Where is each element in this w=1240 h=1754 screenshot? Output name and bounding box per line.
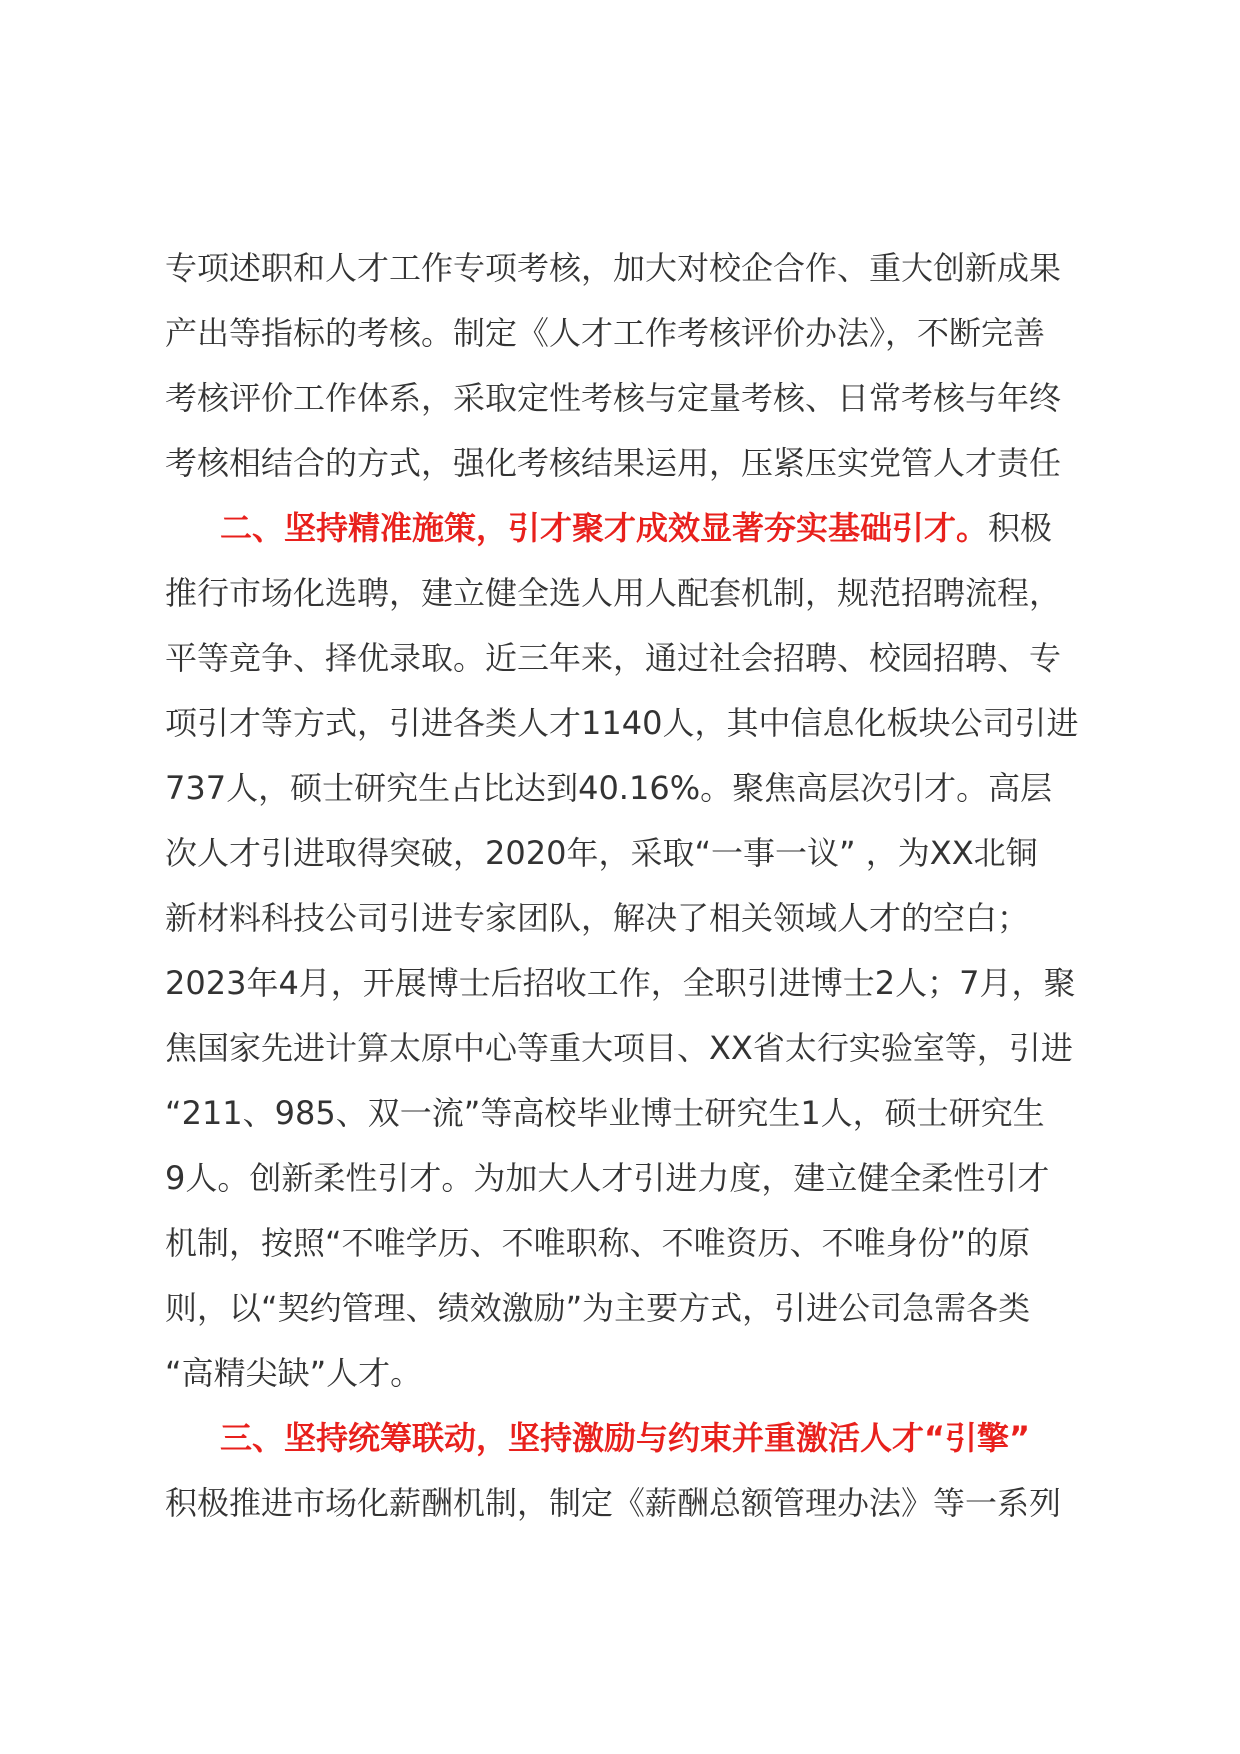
- body-line: 积极推进市场化薪酬机制，制定《薪酬总额管理办法》等一系列: [165, 1484, 1062, 1522]
- body-line: 项引才等方式，引进各类人才1140人，其中信息化板块公司引进: [165, 704, 1079, 742]
- body-line: 焦国家先进计算太原中心等重大项目、XX省太行实验室等，引进: [165, 1029, 1073, 1067]
- body-line: “211、985、双一流”等高校毕业博士研究生1人，硕士研究生: [165, 1094, 1045, 1132]
- body-line: 则，以“契约管理、绩效激励”为主要方式，引进公司急需各类: [165, 1289, 1031, 1327]
- body-line: 737人，硕士研究生占比达到40.16%。聚焦高层次引才。高层: [165, 769, 1053, 807]
- body-line: 考核相结合的方式，强化考核结果运用，压紧压实党管人才责任: [165, 444, 1062, 482]
- body-line: 9人。创新柔性引才。为加大人才引进力度，建立健全柔性引才: [165, 1159, 1050, 1197]
- document-body: [165, 236, 1120, 1536]
- body-line: 专项述职和人才工作专项考核，加大对校企合作、重大创新成果: [165, 249, 1062, 287]
- body-line: 平等竞争、择优录取。近三年来，通过社会招聘、校园招聘、专: [165, 639, 1062, 677]
- body-line: 新材料科技公司引进专家团队，解决了相关领域人才的空白；: [165, 899, 1030, 937]
- section-3-heading: 三、坚持统筹联动，坚持激励与约束并重激活人才“引擎”: [220, 1419, 1031, 1457]
- section-2-heading: 二、坚持精准施策，引才聚才成效显著夯实基础引才。: [220, 509, 989, 547]
- body-line: 机制，按照“不唯学历、不唯职称、不唯资历、不唯身份”的原: [165, 1224, 1031, 1262]
- body-line: 2023年4月，开展博士后招收工作，全职引进博士2人；7月，聚: [165, 964, 1076, 1002]
- body-line: 考核评价工作体系，采取定性考核与定量考核、日常考核与年终: [165, 379, 1062, 417]
- section-3-heading-line: [165, 1406, 1120, 1471]
- body-line: 次人才引进取得突破，2020年，采取“一事一议” ，为XX北铜: [165, 834, 1038, 872]
- body-line: 推行市场化选聘，建立健全选人用人配套机制，规范招聘流程，: [165, 574, 1062, 612]
- body-line: “高精尖缺”人才。: [165, 1354, 423, 1392]
- section-2-heading-tail: 积极: [988, 509, 1053, 547]
- section-2-first-line: [165, 496, 1120, 561]
- body-line: 产出等指标的考核。制定《人才工作考核评价办法》，不断完善: [165, 314, 1046, 352]
